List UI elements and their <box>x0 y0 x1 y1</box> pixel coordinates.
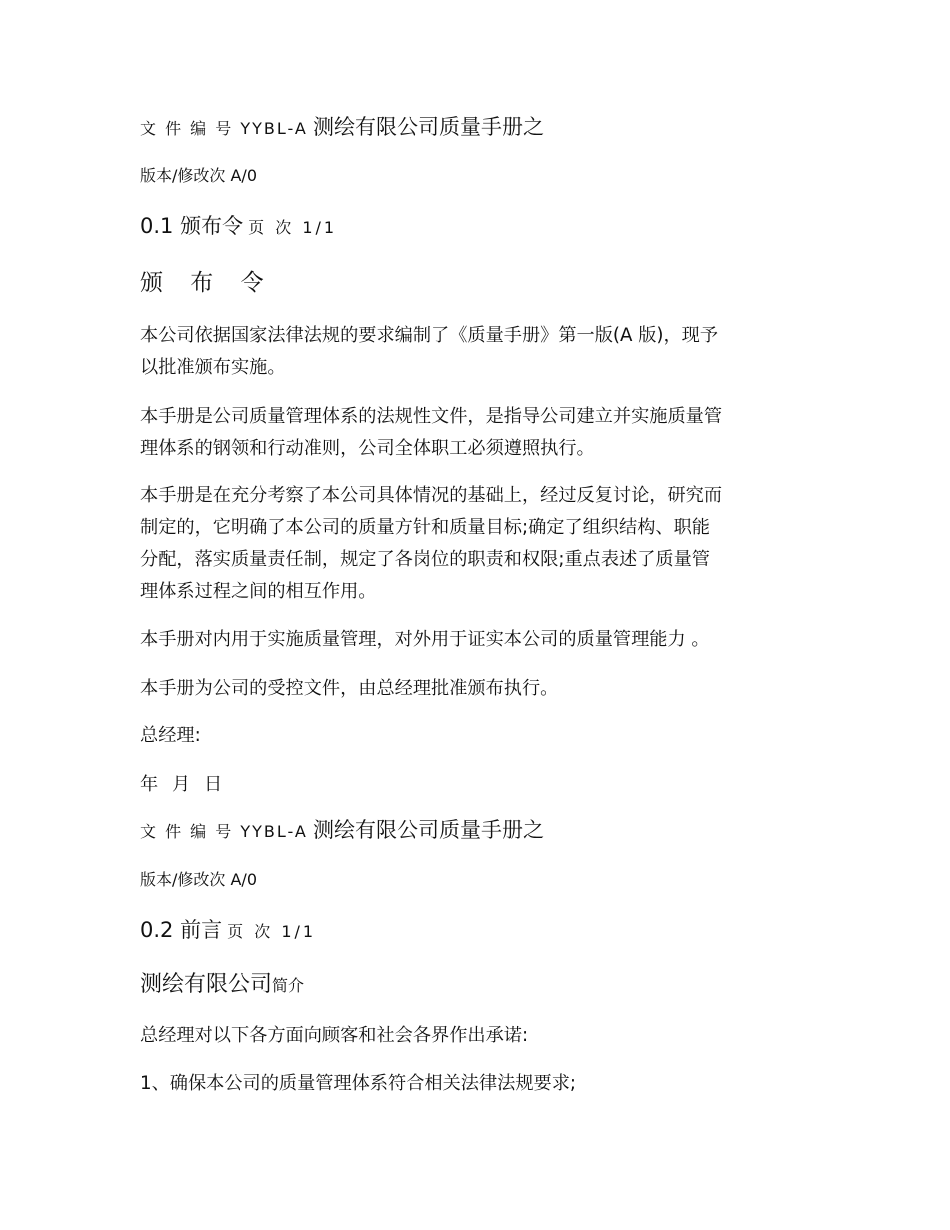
file-number-label: 文 件 编 号 YYBL-A <box>140 119 308 138</box>
paragraph-line: 本手册是公司质量管理体系的法规性文件，是指导公司建立并实施质量管 <box>140 406 723 427</box>
page-info: 页 次 1/1 <box>248 218 338 237</box>
company-intro-heading <box>140 974 304 996</box>
paragraph-line: 本手册对内用于实施质量管理，对外用于证实本公司的质量管理能力 。 <box>140 629 710 650</box>
paragraph-line: 本手册为公司的受控文件，由总经理批准颁布执行。 <box>140 678 559 699</box>
version-label: 版本/修改次 A/0 <box>140 870 257 889</box>
paragraph-line: 理体系过程之间的相互作用。 <box>140 581 377 602</box>
document-header <box>140 820 544 841</box>
version-label: 版本/修改次 A/0 <box>140 166 257 185</box>
manual-title: 测绘有限公司质量手册之 <box>312 115 544 139</box>
manual-title: 测绘有限公司质量手册之 <box>312 818 544 842</box>
page-title: 颁 布 令 <box>140 270 274 296</box>
section-number-title: 0.2 前言 <box>140 918 223 942</box>
commitment-intro: 总经理对以下各方面向顾客和社会各界作出承诺: <box>140 1025 529 1046</box>
signer-label: 总经理: <box>140 725 201 746</box>
intro-suffix: 简介 <box>272 976 305 995</box>
paragraph-4 <box>140 624 812 656</box>
file-number-label: 文 件 编 号 YYBL-A <box>140 822 308 841</box>
section-heading-line <box>140 920 316 941</box>
page-info: 页 次 1/1 <box>227 922 317 941</box>
paragraph-line: 制定的，它明确了本公司的质量方针和质量目标;确定了组织结构、职能 <box>140 517 710 538</box>
section-heading-line <box>140 216 337 237</box>
date-label: 年 月 日 <box>140 774 227 795</box>
paragraph-3 <box>140 480 812 608</box>
company-name: 测绘有限公司 <box>140 972 273 997</box>
commitment-item: 1、确保本公司的质量管理体系符合相关法律法规要求; <box>140 1073 577 1094</box>
paragraph-line: 以批准颁布实施。 <box>140 357 286 378</box>
paragraph-5 <box>140 673 812 705</box>
paragraph-line: 分配，落实质量责任制，规定了各岗位的职责和权限;重点表述了质量管 <box>140 549 710 570</box>
paragraph-line: 理体系的钢领和行动准则，公司全体职工必须遵照执行。 <box>140 438 595 459</box>
section-number-title: 0.1 颁布令 <box>140 214 244 238</box>
paragraph-1 <box>140 320 812 384</box>
document-header <box>140 117 544 138</box>
paragraph-line: 本公司依据国家法律法规的要求编制了《质量手册》第一版(A 版)，现予 <box>140 325 719 346</box>
paragraph-2 <box>140 401 812 465</box>
paragraph-line: 本手册是在充分考察了本公司具体情况的基础上，经过反复讨论，研究而 <box>140 485 723 506</box>
